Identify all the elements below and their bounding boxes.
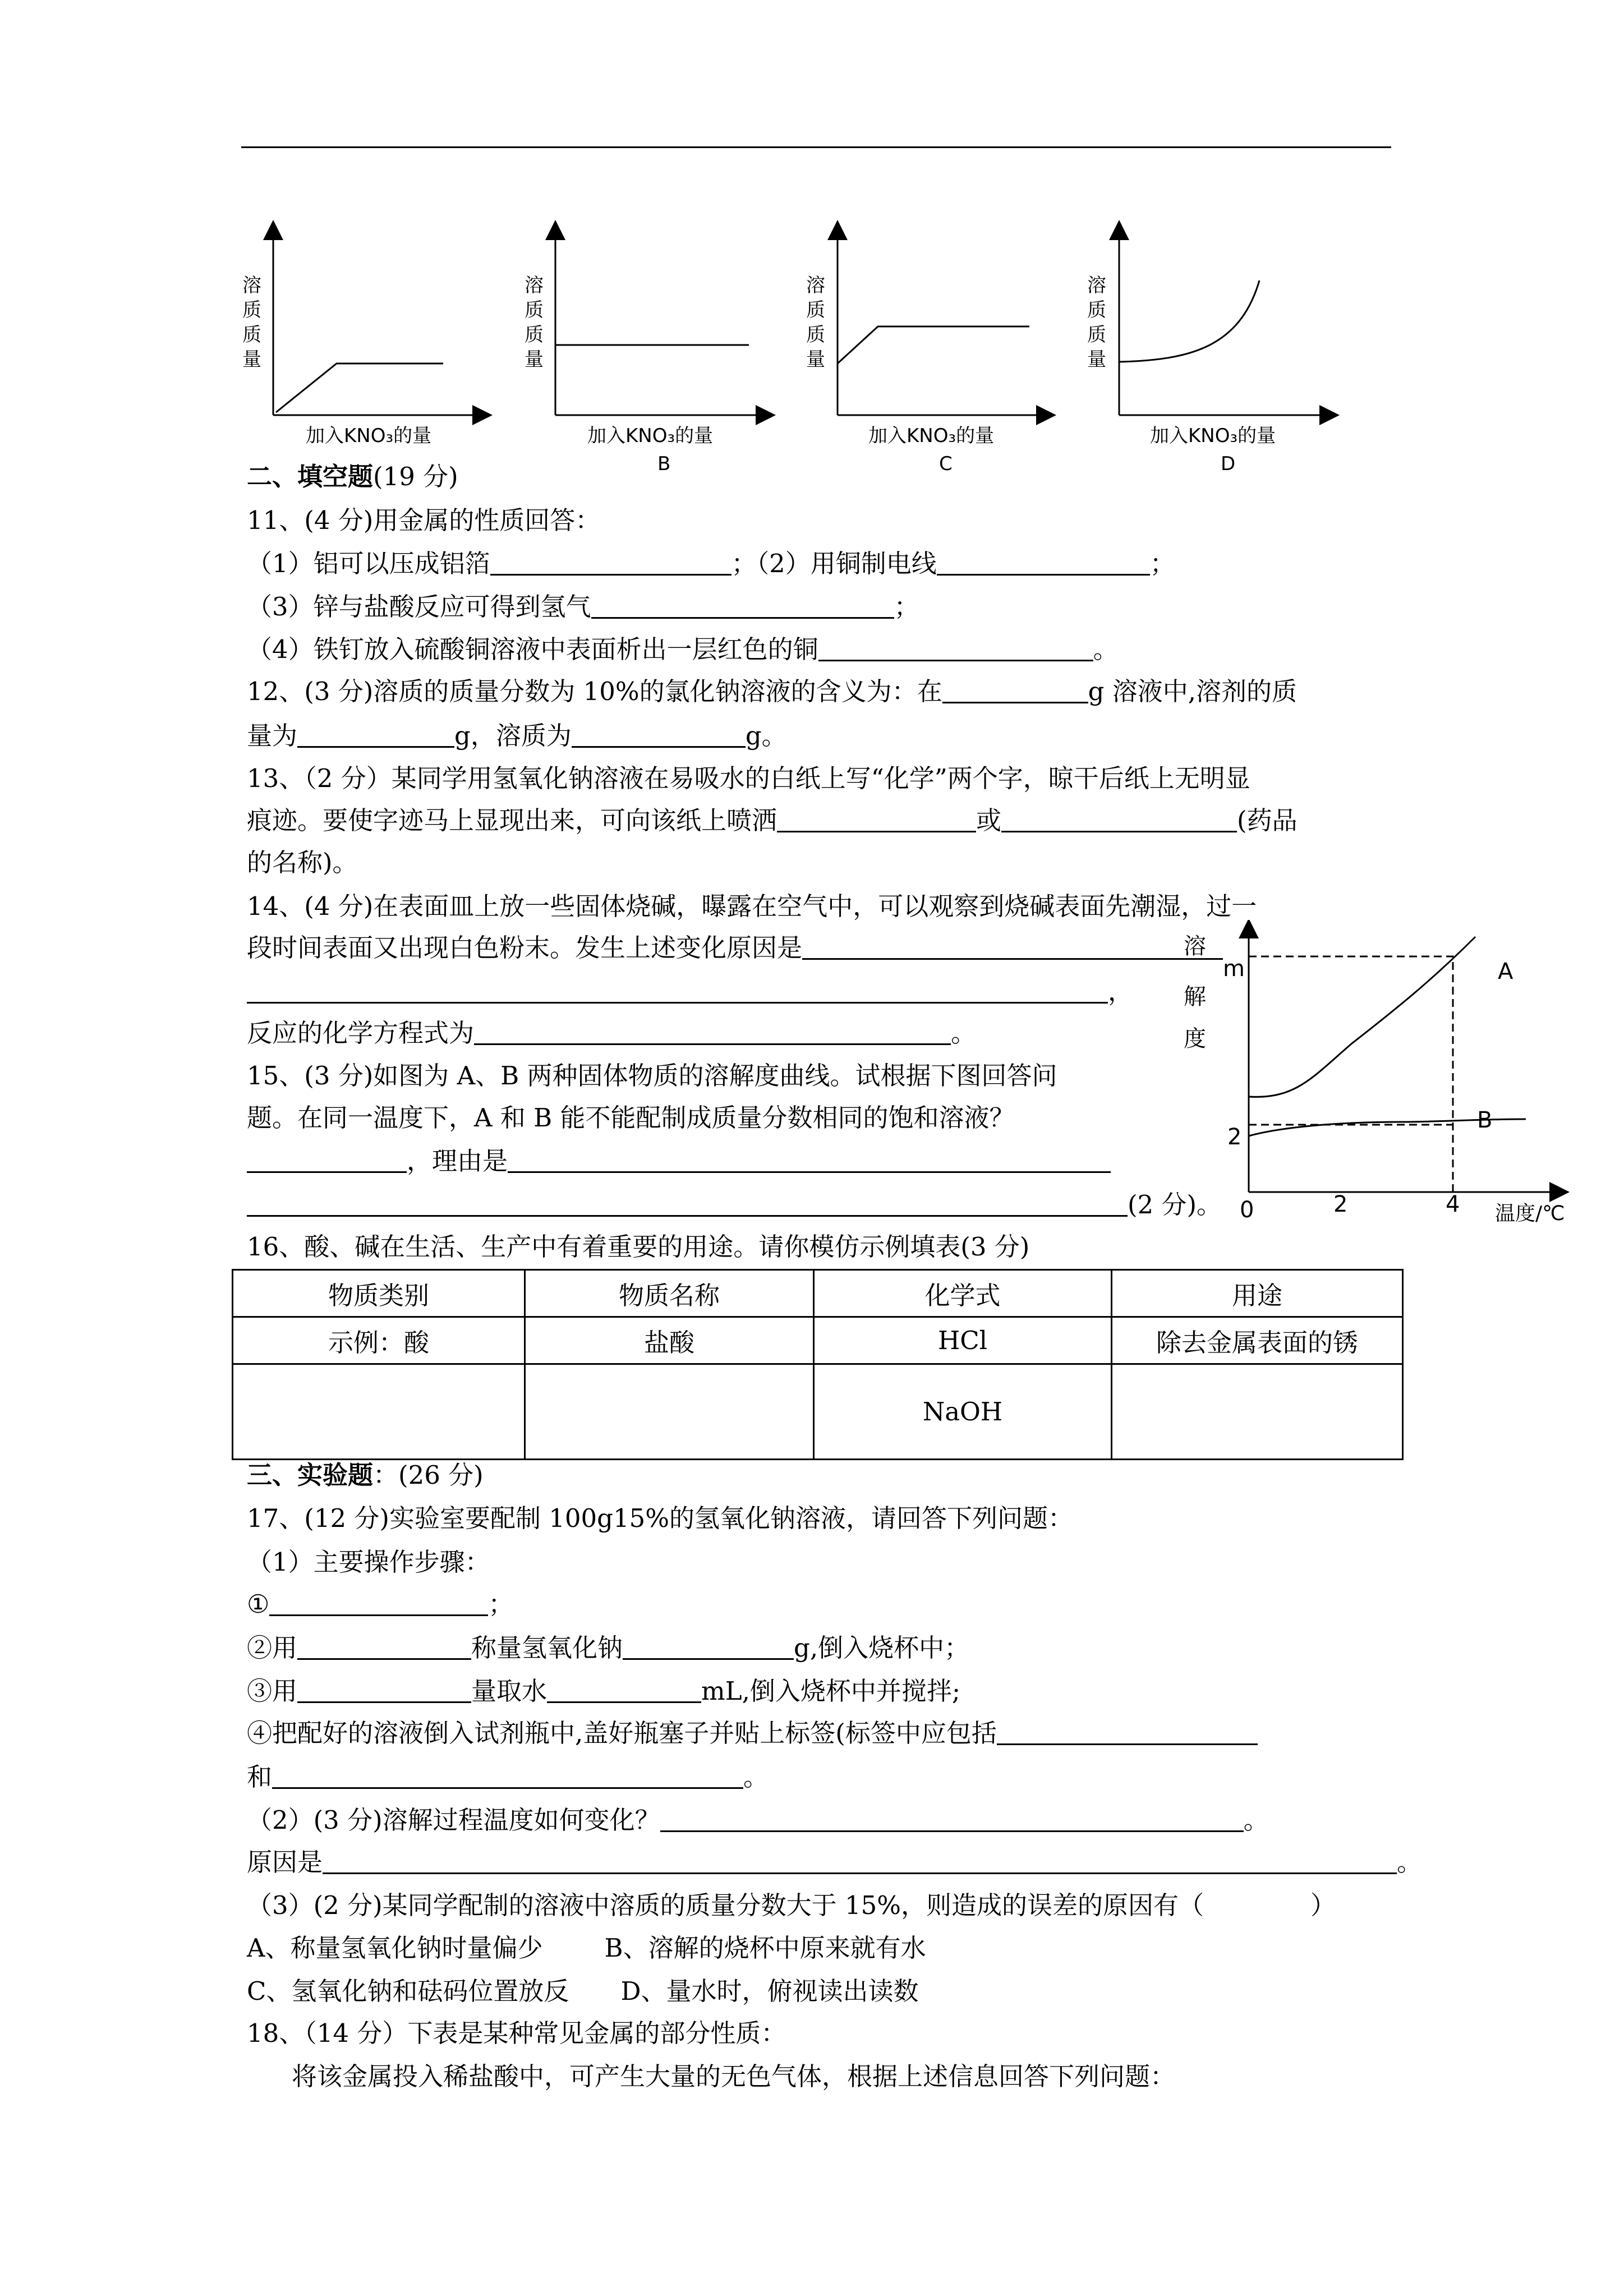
q17-c4: ④把配好的溶液倒入试剂瓶中,盖好瓶塞子并贴上标签(标签中应包括 bbox=[247, 1718, 997, 1748]
section3-title: 三、实验题 bbox=[247, 1460, 374, 1490]
q17-c2b: 称量氢氧化钠 bbox=[471, 1633, 623, 1663]
table-row bbox=[233, 1317, 1403, 1364]
q17-s3-end: ） bbox=[1310, 1890, 1336, 1920]
chart-2-ylabel-1: 质 bbox=[525, 299, 544, 321]
q17-blank-6[interactable] bbox=[997, 1721, 1258, 1745]
q13-l2a: 痕迹。要使字迹马上显现出来，可向该纸上喷洒 bbox=[247, 806, 778, 835]
table-row bbox=[233, 1364, 1403, 1460]
chart-4 bbox=[1119, 230, 1329, 415]
q11-blank-4[interactable] bbox=[818, 637, 1093, 661]
q17-option-d: D、量水时，俯视读出读数 bbox=[620, 1976, 919, 2006]
q17-s1: （1）主要操作步骤： bbox=[247, 1547, 490, 1577]
chart-4-ylabel-2: 质 bbox=[1087, 324, 1106, 346]
q11-p2: ；（2）用铜制电线 bbox=[731, 549, 937, 578]
q17-s2-end: 。 bbox=[1243, 1805, 1269, 1835]
chart-3-caption: C bbox=[939, 453, 953, 475]
q17-blank-7[interactable] bbox=[272, 1765, 743, 1789]
q17-options-ab bbox=[247, 1931, 926, 1965]
q11-p2-end: ； bbox=[1149, 549, 1175, 578]
q13-line3: 的名称)。 bbox=[247, 848, 358, 877]
q12-blank-3[interactable] bbox=[572, 724, 746, 748]
q17-step4b bbox=[247, 1760, 769, 1794]
q11-blank-3[interactable] bbox=[591, 595, 894, 619]
q15-blank-2[interactable] bbox=[508, 1149, 1111, 1173]
solubility-chart bbox=[1167, 920, 1616, 1234]
q17-c1: ① bbox=[247, 1589, 270, 1619]
chart-1-ylabel-0: 溶 bbox=[242, 274, 261, 297]
q17-step3 bbox=[247, 1674, 960, 1708]
cell-answer-use[interactable] bbox=[1112, 1364, 1403, 1460]
chart-3-ylabel-0: 溶 bbox=[806, 274, 825, 297]
table-header-row bbox=[233, 1270, 1403, 1317]
q14-line1: 14、(4 分)在表面皿上放一些固体烧碱，曝露在空气中，可以观察到烧碱表面先潮湿，过一 bbox=[247, 891, 1257, 921]
q11-blank-1[interactable] bbox=[490, 551, 732, 576]
q18-line2: 将该金属投入稀盐酸中，可产生大量的无色气体，根据上述信息回答下列问题： bbox=[292, 2062, 1176, 2091]
q11-blank-2[interactable] bbox=[937, 551, 1150, 576]
q13-blank-2[interactable] bbox=[1001, 808, 1237, 832]
cell-example-use: 除去金属表面的锈 bbox=[1112, 1317, 1403, 1364]
chart-1-ylabel-3: 量 bbox=[242, 348, 261, 371]
guide-m bbox=[1249, 956, 1453, 1192]
q17-c3b: 量取水 bbox=[471, 1676, 548, 1706]
q17-s2r-end: 。 bbox=[1397, 1847, 1423, 1877]
q11-row3 bbox=[247, 633, 1119, 666]
chart-3-curve bbox=[838, 326, 1029, 364]
q17-blank-8[interactable] bbox=[660, 1808, 1244, 1832]
q17-s3-text: （3）(2 分)某同学配制的溶液中溶质的质量分数大于 15%，则造成的误差的原因有（ bbox=[247, 1890, 1204, 1920]
sol-series-B: B bbox=[1477, 1107, 1493, 1133]
q17-option-a: A、称量氢氧化钠时量偏少 bbox=[247, 1933, 543, 1963]
q17-c3a: ③用 bbox=[247, 1676, 298, 1706]
chart-2-ylabel-0: 溶 bbox=[525, 274, 544, 297]
q13-line1: 13、（2 分）某同学用氢氧化钠溶液在易吸水的白纸上写“化学”两个字，晾干后纸上无明显 bbox=[247, 763, 1250, 793]
q17-stem: 17、(12 分)实验室要配制 100g15%的氢氧化钠溶液，请回答下列问题： bbox=[247, 1503, 1073, 1533]
chart-4-xlabel: 加入KNO₃的量 bbox=[1150, 425, 1276, 447]
chart-4-ylabel-0: 溶 bbox=[1087, 274, 1106, 297]
q18-stem: 18、（14 分）下表是某种常见金属的部分性质： bbox=[247, 2018, 786, 2048]
chart-4-ylabel-1: 质 bbox=[1087, 299, 1106, 321]
chart-1-curve bbox=[276, 364, 443, 412]
q17-blank-2[interactable] bbox=[297, 1636, 471, 1660]
q17-c3c: mL,倒入烧杯中并搅拌; bbox=[701, 1676, 961, 1706]
q17-c4b: 和 bbox=[247, 1762, 273, 1792]
chart-3-ylabel-1: 质 bbox=[806, 299, 825, 321]
q15-l3: ，理由是 bbox=[407, 1146, 508, 1176]
q14-line2 bbox=[247, 931, 1223, 965]
th-use: 用途 bbox=[1112, 1270, 1403, 1317]
th-name: 物质名称 bbox=[525, 1270, 814, 1317]
section2-heading bbox=[247, 460, 458, 494]
q17-c4-end: 。 bbox=[743, 1762, 769, 1792]
q15-line2: 题。在同一温度下，A 和 B 能不能配制成质量分数相同的饱和溶液？ bbox=[247, 1103, 1015, 1133]
section2-title: 二、填空题 bbox=[247, 462, 374, 491]
sol-xtick-0: 0 bbox=[1240, 1197, 1254, 1223]
q12-c: 量为 bbox=[247, 721, 298, 751]
chart-2 bbox=[555, 230, 766, 415]
q16-table bbox=[232, 1269, 1404, 1460]
q17-blank-9[interactable] bbox=[323, 1850, 1397, 1874]
chart-2-caption: B bbox=[657, 453, 671, 475]
sol-xtick-2: 2 bbox=[1333, 1191, 1348, 1217]
sol-ylabel-0: 溶 bbox=[1184, 933, 1206, 959]
cell-answer-category[interactable] bbox=[233, 1364, 525, 1460]
q11-row2 bbox=[247, 590, 919, 624]
q14-line3 bbox=[247, 975, 1133, 1009]
sol-ytick-2: 2 bbox=[1227, 1124, 1242, 1150]
q14-blank-3[interactable] bbox=[474, 1021, 951, 1045]
q17-s2-text: （2）(3 分)溶解过程温度如何变化？ bbox=[247, 1805, 660, 1835]
sol-ylabel-1: 解 bbox=[1184, 984, 1206, 1010]
q12-line2 bbox=[247, 719, 787, 753]
q15-line1: 15、(3 分)如图为 A、B 两种固体物质的溶解度曲线。试根据下图回答问 bbox=[247, 1061, 1057, 1091]
chart-2-ylabel-3: 量 bbox=[525, 348, 544, 371]
q11-p4: （4）铁钉放入硫酸铜溶液中表面析出一层红色的铜 bbox=[247, 634, 818, 664]
q17-blank-5[interactable] bbox=[547, 1679, 701, 1703]
q14-l4: 反应的化学方程式为 bbox=[247, 1018, 475, 1048]
q11-p1: （1）铝可以压成铝箔 bbox=[247, 549, 490, 578]
chart-3-ylabel-2: 质 bbox=[806, 324, 825, 346]
chart-2-xlabel: 加入KNO₃的量 bbox=[587, 425, 714, 447]
q14-line4 bbox=[247, 1016, 976, 1050]
q17-step2 bbox=[247, 1631, 969, 1665]
q17-blank-3[interactable] bbox=[623, 1636, 794, 1660]
q12-line1 bbox=[247, 675, 1297, 708]
sol-xlabel: 温度/℃ bbox=[1495, 1202, 1565, 1225]
q15-l4-end: (2 分)。 bbox=[1128, 1190, 1222, 1220]
q17-s2r: 原因是 bbox=[247, 1847, 323, 1877]
kno3-charts bbox=[0, 0, 1624, 505]
sol-ylabel-2: 度 bbox=[1184, 1026, 1206, 1052]
q17-c2c: g,倒入烧杯中； bbox=[794, 1633, 970, 1663]
sol-ytick-m: m bbox=[1223, 956, 1245, 982]
chart-1-xlabel: 加入KNO₃的量 bbox=[306, 425, 432, 447]
q13-l2c: (药品 bbox=[1237, 806, 1298, 835]
q17-s2-reason bbox=[247, 1846, 1422, 1879]
sol-xtick-4: 4 bbox=[1446, 1191, 1460, 1217]
q17-c2a: ②用 bbox=[247, 1633, 298, 1663]
q12-b: g 溶液中,溶剂的质 bbox=[1088, 677, 1298, 706]
q16-stem: 16、酸、碱在生活、生产中有着重要的用途。请你模仿示例填表(3 分) bbox=[247, 1232, 1030, 1262]
q17-blank-4[interactable] bbox=[297, 1679, 471, 1703]
q17-s3 bbox=[247, 1889, 1336, 1922]
q11-p3-end: ； bbox=[894, 592, 919, 622]
q15-blank-1[interactable] bbox=[247, 1149, 407, 1173]
q15-line4 bbox=[247, 1188, 1222, 1222]
q17-blank-1[interactable] bbox=[269, 1592, 488, 1616]
q14-l3-end: ， bbox=[1108, 977, 1134, 1006]
q14-l2: 段时间表面又出现白色粉末。发生上述变化原因是 bbox=[247, 933, 803, 963]
q13-l2b: 或 bbox=[976, 806, 1002, 835]
section3-score: ：(26 分) bbox=[373, 1460, 484, 1490]
q13-blank-1[interactable] bbox=[777, 808, 976, 832]
chart-1-ylabel-2: 质 bbox=[242, 324, 261, 346]
q17-option-c: C、氢氧化钠和砝码位置放反 bbox=[247, 1976, 569, 2006]
th-formula: 化学式 bbox=[814, 1270, 1112, 1317]
chart-3-ylabel-3: 量 bbox=[806, 348, 825, 371]
q17-step4 bbox=[247, 1717, 1258, 1750]
chart-4-caption: D bbox=[1221, 453, 1236, 475]
section2-score: (19 分) bbox=[373, 462, 458, 491]
q11-stem: 11、(4 分)用金属的性质回答： bbox=[247, 505, 601, 535]
th-category: 物质类别 bbox=[233, 1270, 525, 1317]
q12-a: 12、(3 分)溶质的质量分数为 10%的氯化钠溶液的含义为：在 bbox=[247, 677, 942, 706]
cell-answer-formula: NaOH bbox=[814, 1364, 1112, 1460]
q17-s2 bbox=[247, 1803, 1269, 1837]
q11-row1 bbox=[247, 547, 1175, 581]
section3-heading bbox=[247, 1458, 484, 1492]
q17-c1-end: ； bbox=[488, 1589, 514, 1619]
cell-example-name: 盐酸 bbox=[525, 1317, 814, 1364]
chart-4-ylabel-3: 量 bbox=[1087, 348, 1106, 371]
q12-e: g。 bbox=[745, 721, 787, 751]
chart-1 bbox=[273, 230, 482, 415]
cell-example-formula: HCl bbox=[814, 1317, 1112, 1364]
cell-example-category: 示例：酸 bbox=[233, 1317, 525, 1364]
chart-3 bbox=[838, 230, 1046, 415]
chart-4-curve bbox=[1119, 280, 1259, 362]
q13-line2 bbox=[247, 804, 1298, 838]
q11-p4-end: 。 bbox=[1093, 634, 1119, 664]
q11-p3: （3）锌与盐酸反应可得到氢气 bbox=[247, 592, 591, 622]
q15-line3 bbox=[247, 1144, 1111, 1178]
chart-2-ylabel-2: 质 bbox=[525, 324, 544, 346]
q12-blank-2[interactable] bbox=[297, 724, 454, 748]
q15-blank-3[interactable] bbox=[247, 1193, 1128, 1217]
q14-blank-2[interactable] bbox=[247, 979, 1108, 1004]
q17-options-cd bbox=[247, 1975, 919, 2008]
cell-answer-name[interactable] bbox=[525, 1364, 814, 1460]
q14-blank-1[interactable] bbox=[802, 936, 1223, 960]
q14-l4-end: 。 bbox=[951, 1018, 977, 1048]
q12-blank-1[interactable] bbox=[942, 679, 1088, 703]
chart-3-xlabel: 加入KNO₃的量 bbox=[868, 425, 995, 447]
q17-option-b: B、溶解的烧杯中原来就有水 bbox=[604, 1933, 926, 1963]
curve-A bbox=[1249, 937, 1475, 1097]
chart-1-ylabel-1: 质 bbox=[242, 299, 261, 321]
q17-step1 bbox=[247, 1588, 513, 1621]
q12-d: g，溶质为 bbox=[454, 721, 572, 751]
sol-series-A: A bbox=[1498, 959, 1513, 984]
